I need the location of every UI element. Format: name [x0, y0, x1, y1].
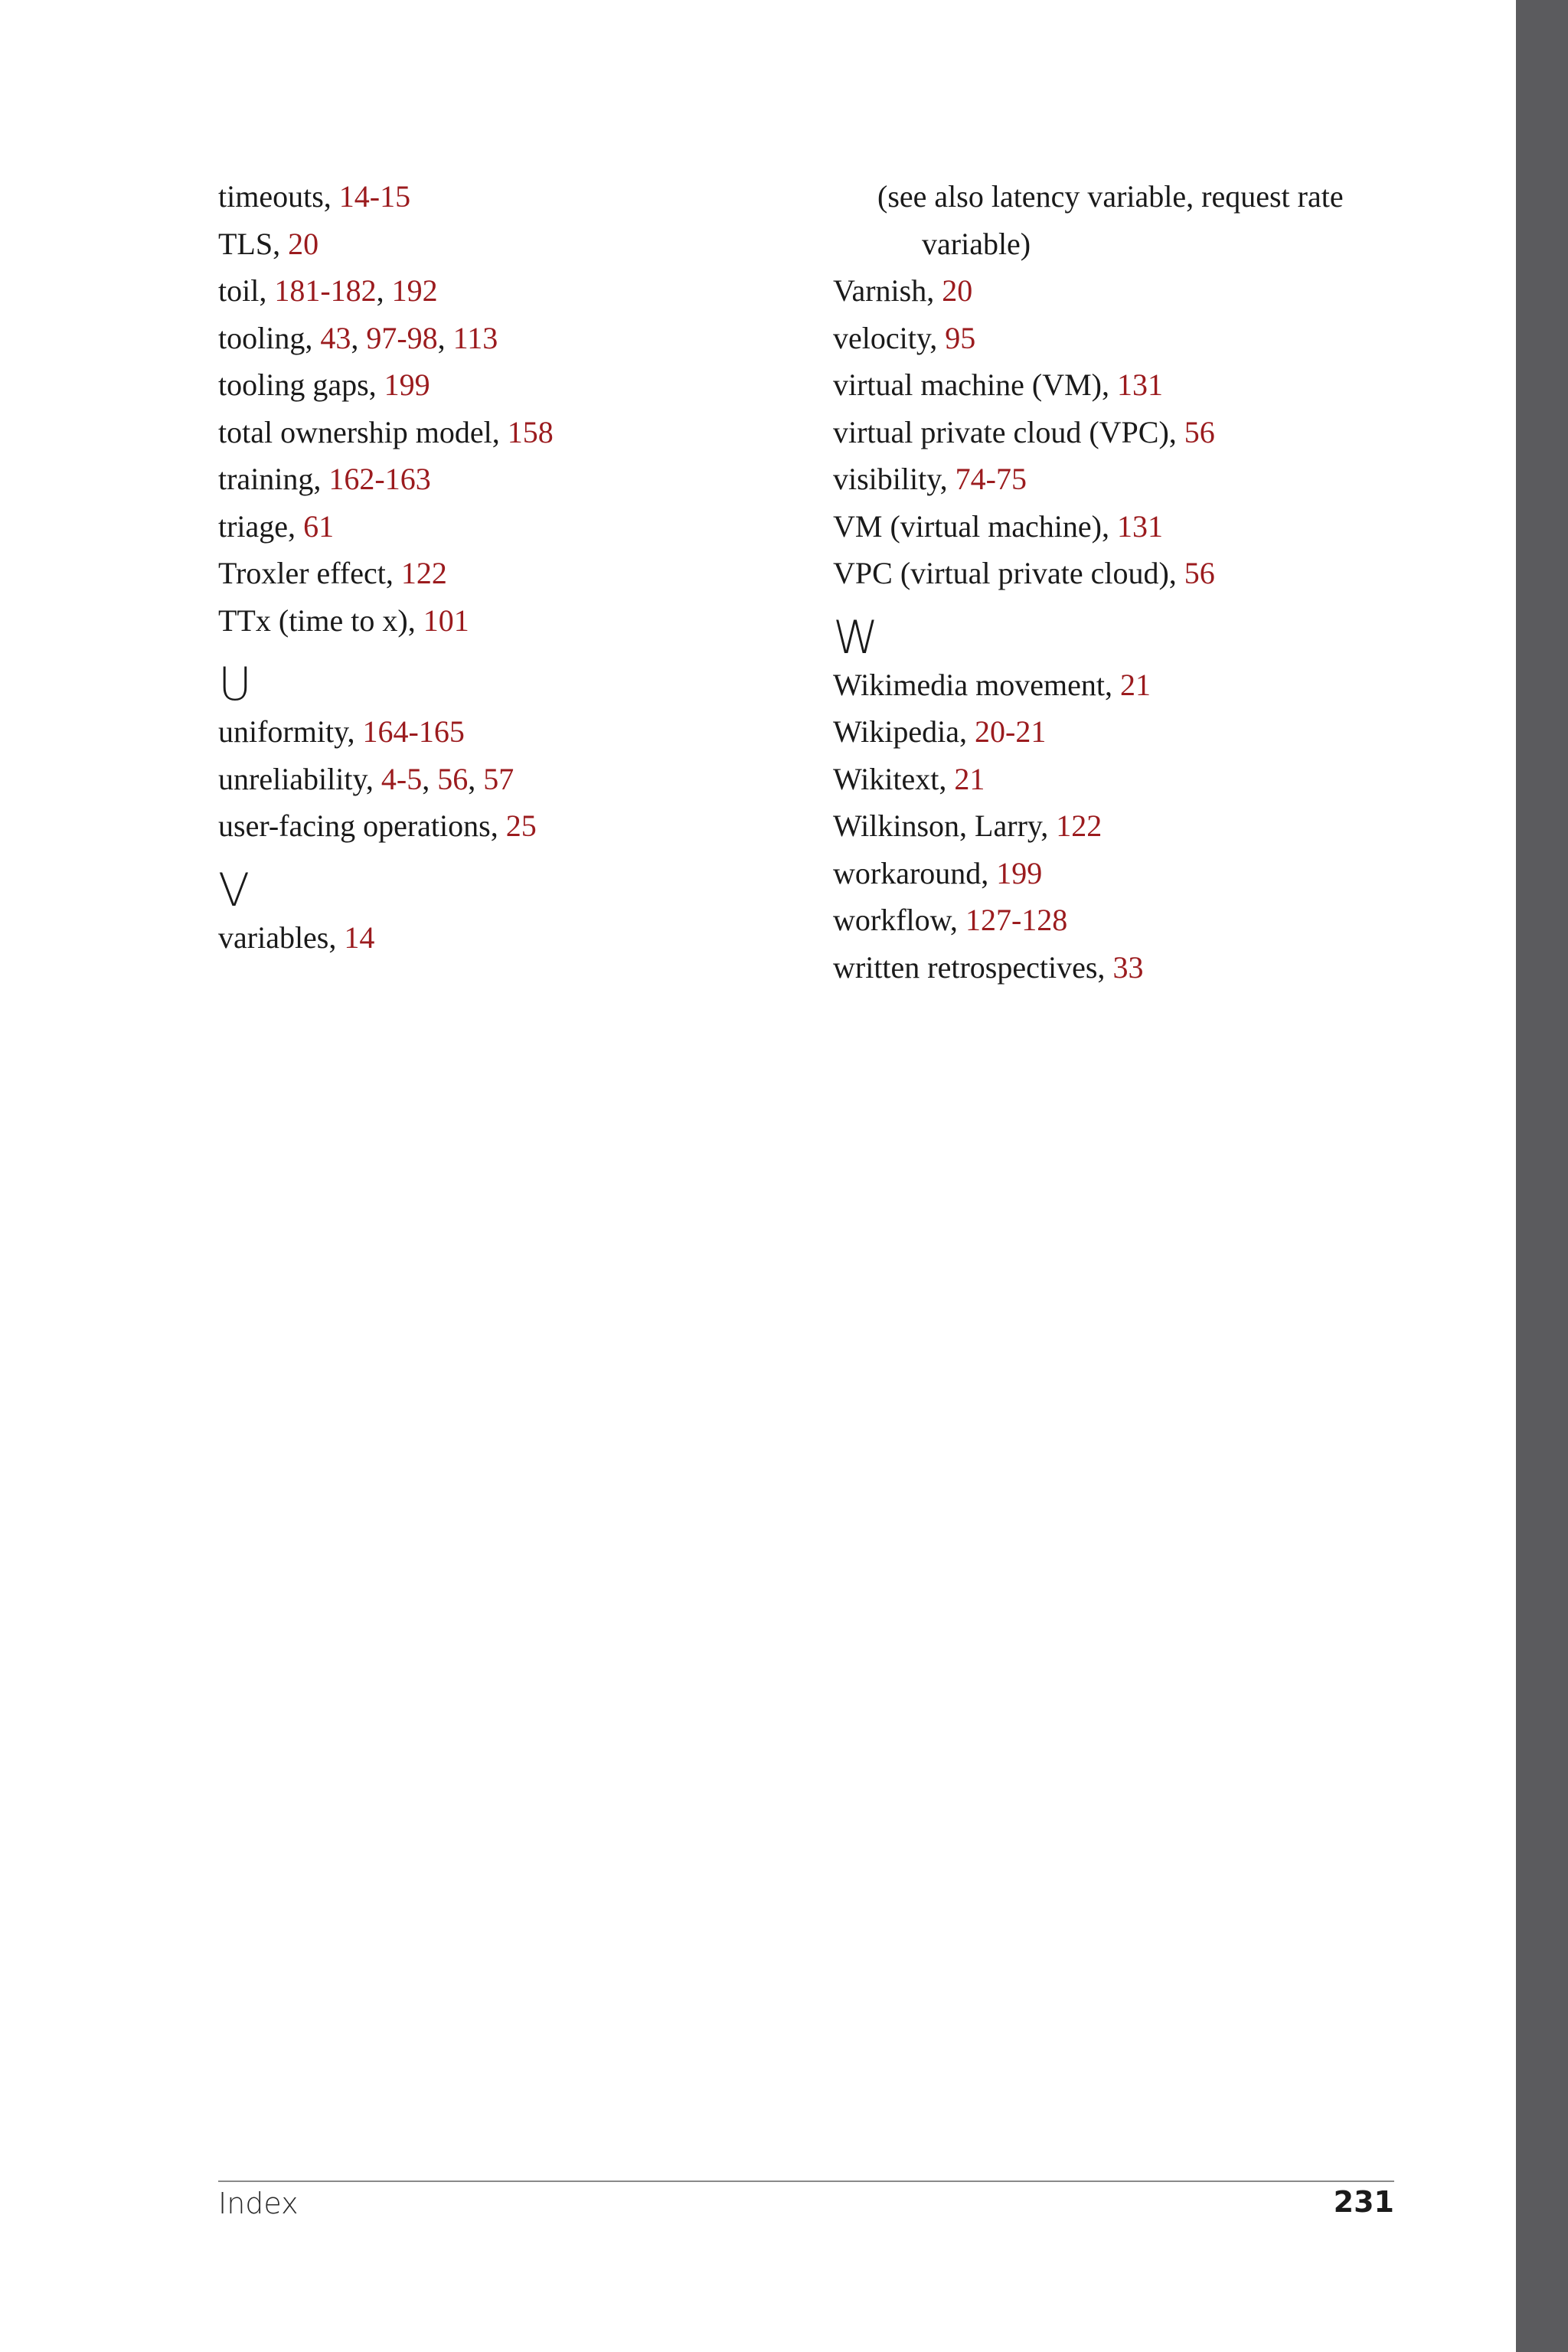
index-term: velocity, [833, 320, 946, 355]
page-reference-link[interactable]: 97-98 [366, 320, 438, 355]
page-reference-link[interactable]: 4-5 [381, 761, 423, 796]
index-entry [833, 550, 1415, 597]
index-entry [833, 662, 1415, 709]
page-reference-link[interactable]: 57 [483, 761, 514, 796]
index-entry: unreliability, 4-5, 56, 57 [218, 761, 514, 796]
index-entry [218, 173, 800, 220]
page-reference-link[interactable]: 14-15 [338, 179, 411, 214]
page-reference-link[interactable]: 199 [996, 855, 1043, 890]
see-also-line-1: (see also latency variable, request rate [877, 179, 1344, 214]
index-entry [833, 897, 1415, 944]
index-term: tooling, [218, 320, 321, 355]
index-entry: toil, 181-182, 192 [218, 273, 438, 308]
index-term: triage, [218, 508, 304, 544]
index-term: written retrospectives, [833, 949, 1113, 985]
index-entry [833, 708, 1415, 756]
index-entry [218, 361, 800, 409]
index-term: Wikitext, [833, 761, 955, 796]
page-reference-link[interactable]: 56 [437, 761, 469, 796]
page-reference-link[interactable]: 131 [1117, 368, 1163, 402]
index-term: total ownership model, [218, 414, 508, 449]
index-term: training, [218, 462, 329, 496]
index-letter-heading: W [833, 610, 879, 665]
index-column-left [218, 173, 800, 961]
page-reference-link[interactable]: 158 [507, 414, 554, 449]
page-reference-link[interactable]: 20 [288, 226, 319, 261]
page-reference-link[interactable]: 113 [452, 320, 498, 355]
index-term: Troxler effect, [218, 556, 401, 590]
index-entry [218, 220, 800, 268]
page-reference-link[interactable]: 101 [423, 603, 469, 638]
index-letter-heading: V [218, 863, 250, 917]
page-reference-link[interactable]: 56 [1184, 414, 1215, 449]
page-reference-link[interactable]: 21 [1119, 667, 1151, 702]
index-entry: tooling, 43, 97-98, 113 [218, 320, 498, 355]
page-reference-link[interactable]: 181-182 [274, 273, 377, 308]
index-entry [218, 708, 800, 756]
index-entry [218, 409, 800, 456]
index-term: unreliability, [218, 761, 381, 796]
page-reference-link[interactable]: 33 [1112, 949, 1144, 985]
index-term: Wilkinson, Larry, [833, 808, 1057, 843]
index-entry [833, 361, 1415, 409]
index-entry [833, 409, 1415, 456]
page-reference-link[interactable]: 61 [303, 508, 335, 544]
footer-rule [218, 2180, 1394, 2182]
index-term: tooling gaps, [218, 368, 384, 402]
footer-section-label: Index [218, 2187, 299, 2220]
index-term: timeouts, [218, 179, 339, 214]
index-term: variables, [218, 920, 345, 955]
index-term: VPC (virtual private cloud), [833, 556, 1184, 590]
index-term: visibility, [833, 462, 956, 496]
index-term: Varnish, [833, 273, 942, 308]
page-reference-link[interactable]: 162-163 [328, 462, 431, 496]
page-reference-link[interactable]: 20-21 [975, 714, 1047, 749]
index-entry [833, 315, 1415, 362]
index-term: virtual machine (VM), [833, 368, 1117, 402]
index-entry [833, 756, 1415, 803]
index-entry [218, 503, 800, 550]
page-reference-link[interactable]: 21 [954, 761, 985, 796]
index-letter-heading: U [218, 658, 252, 711]
index-term: uniformity, [218, 714, 363, 749]
page-reference-link[interactable]: 131 [1117, 508, 1163, 544]
index-entry [833, 503, 1415, 550]
index-entry [218, 550, 800, 597]
index-term: workaround, [833, 855, 997, 890]
page-reference-link[interactable]: 127-128 [965, 903, 1068, 937]
index-entry [218, 597, 800, 645]
index-term: workflow, [833, 903, 965, 937]
index-entry [218, 456, 800, 503]
index-entry [833, 850, 1415, 897]
thumb-tab [1516, 0, 1568, 2352]
index-entry [833, 267, 1415, 315]
page-reference-link[interactable]: 192 [391, 273, 438, 308]
page-reference-link[interactable]: 20 [942, 273, 973, 308]
index-term: virtual private cloud (VPC), [833, 414, 1184, 449]
index-term: TLS, [218, 226, 289, 261]
index-term: TTx (time to x), [218, 603, 423, 638]
page-reference-link[interactable]: 122 [1056, 808, 1102, 843]
index-see-also [833, 173, 1415, 267]
index-term: Wikimedia movement, [833, 667, 1120, 702]
page-reference-link[interactable]: 25 [505, 808, 537, 843]
page-reference-link[interactable]: 164-165 [362, 714, 465, 749]
index-entry [218, 914, 800, 962]
page-reference-link[interactable]: 56 [1184, 556, 1215, 590]
index-entry [833, 944, 1415, 991]
page-reference-link[interactable]: 43 [320, 320, 351, 355]
page-number: 231 [1333, 2185, 1394, 2219]
index-entry [218, 802, 800, 850]
page-reference-link[interactable]: 199 [384, 368, 430, 402]
index-term: Wikipedia, [833, 714, 975, 749]
index-term: VM (virtual machine), [833, 508, 1117, 544]
page-reference-link[interactable]: 122 [400, 556, 447, 590]
page-reference-link[interactable]: 14 [344, 920, 375, 955]
page-reference-link[interactable]: 95 [945, 320, 976, 355]
index-entry [833, 802, 1415, 850]
index-term: user-facing operations, [218, 808, 506, 843]
see-also-line-2: variable) [922, 226, 1031, 261]
index-column-right [833, 173, 1415, 991]
page-reference-link[interactable]: 74-75 [955, 462, 1027, 496]
index-entry [833, 456, 1415, 503]
index-term: toil, [218, 273, 275, 308]
